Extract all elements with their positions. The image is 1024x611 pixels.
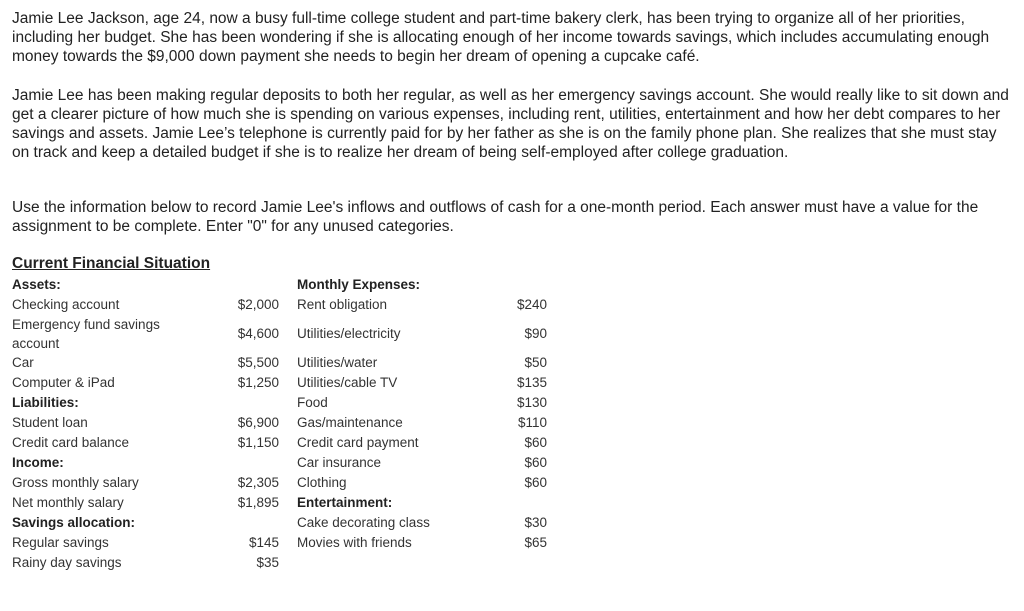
income-header: Income:	[12, 455, 64, 470]
cc-payment-label: Credit card payment	[297, 435, 419, 450]
student-loan-label: Student loan	[12, 415, 88, 430]
credit-card-label: Credit card balance	[12, 435, 130, 450]
assets-header: Assets:	[12, 277, 61, 292]
gas-label: Gas/maintenance	[297, 415, 403, 430]
liabilities-header: Liabilities:	[12, 395, 79, 410]
electricity-value: $90	[524, 326, 547, 341]
credit-card-value: $1,150	[237, 435, 279, 450]
gross-label: Gross monthly salary	[12, 475, 139, 490]
water-value: $50	[524, 355, 547, 370]
cc-payment-value: $60	[524, 435, 547, 450]
gas-value: $110	[517, 415, 547, 430]
emergency-value: $4,600	[237, 326, 279, 341]
food-label: Food	[297, 395, 328, 410]
water-label: Utilities/water	[297, 355, 378, 370]
gross-value: $2,305	[237, 475, 279, 490]
cake-class-label: Cake decorating class	[297, 515, 430, 530]
car-insurance-label: Car insurance	[297, 455, 382, 470]
car-label: Car	[12, 355, 34, 370]
emergency-label: Emergency fund savings account	[12, 317, 160, 351]
net-value: $1,895	[237, 495, 279, 510]
clothing-value: $60	[524, 475, 547, 490]
electricity-label: Utilities/electricity	[297, 326, 401, 341]
car-insurance-value: $60	[524, 455, 547, 470]
checking-value: $2,000	[237, 297, 279, 312]
regular-savings-label: Regular savings	[12, 535, 109, 550]
section-title: Current Financial Situation	[12, 255, 211, 272]
cable-label: Utilities/cable TV	[297, 375, 398, 390]
rent-value: $240	[516, 297, 547, 312]
rainy-day-label: Rainy day savings	[12, 555, 122, 570]
student-loan-value: $6,900	[237, 415, 279, 430]
expenses-header: Monthly Expenses:	[297, 277, 421, 292]
computer-value: $1,250	[237, 375, 279, 390]
movies-value: $65	[524, 535, 547, 550]
net-label: Net monthly salary	[12, 495, 124, 510]
cable-value: $135	[516, 375, 547, 390]
rent-label: Rent obligation	[297, 297, 388, 312]
car-value: $5,500	[237, 355, 279, 370]
rainy-day-value: $35	[256, 555, 279, 570]
checking-label: Checking account	[12, 297, 120, 312]
regular-savings-value: $145	[248, 535, 279, 550]
context-paragraph: Jamie Lee has been making regular deposits to both her regular, as well as her emergency savings account. She would really like to sit down and get a clearer picture of how much she is spending on various expenses, including rent, utilities, entertainment and how her debt compares to her savings and assets. Jamie Lee’s telephone is currently paid for by her father as she is on the family phone plan. She realizes that she must stay on track and keep a detailed budget if she is to realize her dream of being self-employed after college graduation.	[12, 87, 1009, 161]
intro-paragraph: Jamie Lee Jackson, age 24, now a busy full-time college student and part-time bakery clerk, has been trying to organize all of her priorities, including her budget. She has been wondering if she is allocating enough of her income towards savings, which includes accumulating enough money towards the $9,000 down payment she needs to begin her dream of opening a cupcake café.	[12, 10, 990, 65]
computer-label: Computer & iPad	[12, 375, 115, 390]
movies-label: Movies with friends	[297, 535, 412, 550]
entertainment-header: Entertainment:	[297, 495, 393, 510]
cake-class-value: $30	[524, 515, 547, 530]
food-value: $130	[516, 395, 547, 410]
savings-header: Savings allocation:	[12, 515, 136, 530]
clothing-label: Clothing	[297, 475, 347, 490]
instructions-paragraph: Use the information below to record Jamie Lee's inflows and outflows of cash for a one-month period. Each answer must have a value for the assignment to be complete. Enter "0" for any unused categories.	[12, 199, 979, 235]
